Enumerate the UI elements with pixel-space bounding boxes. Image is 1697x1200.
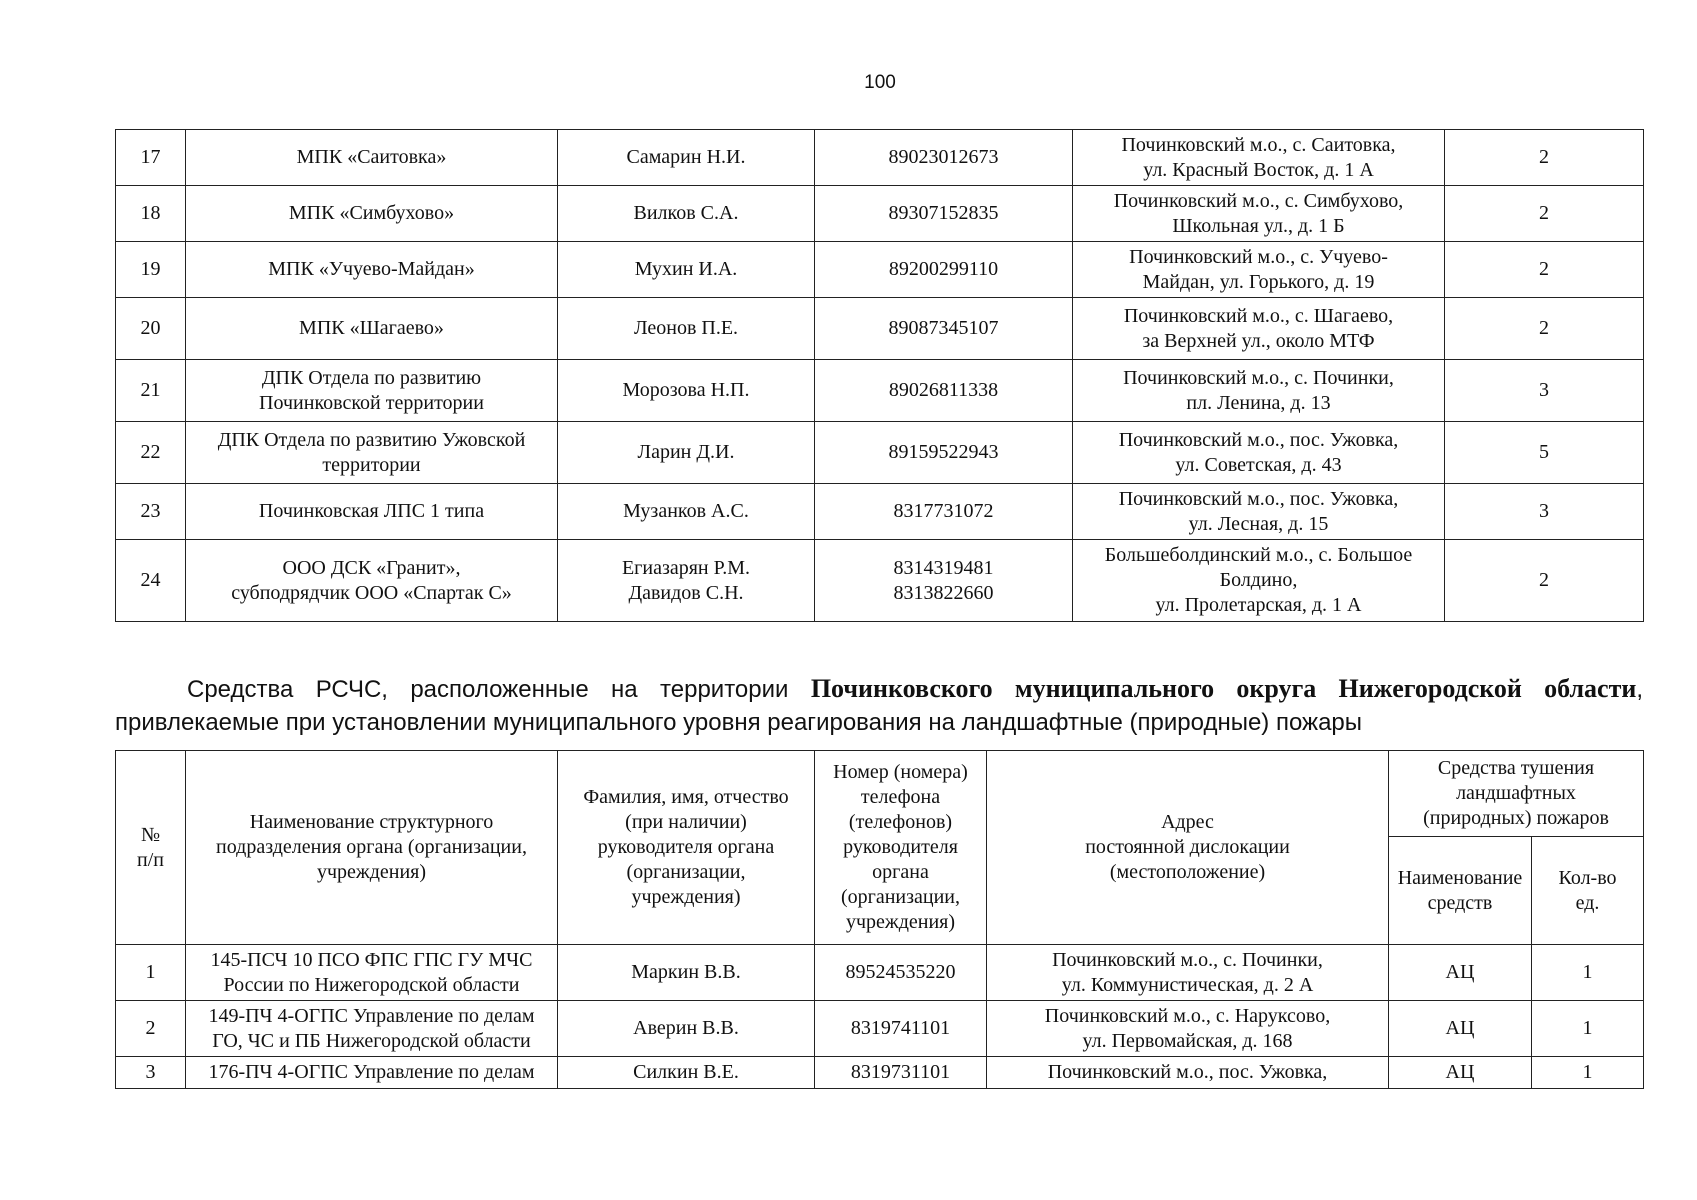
head-name (558, 945, 815, 1001)
address (1073, 422, 1445, 484)
address-line: Починковский м.о., с. Шагаево, (1123, 304, 1394, 327)
header-phone (815, 751, 987, 945)
address (1073, 484, 1445, 540)
header-head-name-line: руководителя органа (597, 836, 775, 858)
header-unit-name (186, 751, 558, 945)
header-unit-name-line: Наименование структурного (249, 811, 494, 833)
address-line: Починковский м.о., пос. Ужовка, (1118, 428, 1399, 451)
header-head-name (558, 751, 815, 945)
head-name-line: Мухин И.А. (634, 258, 738, 280)
head-name (558, 242, 815, 298)
table-row (116, 1001, 1644, 1057)
header-means-name (1389, 837, 1532, 945)
address-line: Починковский м.о., с. Починки, (1052, 948, 1323, 971)
header-unit-name-line: подразделения органа (организации, (216, 836, 527, 858)
address (987, 1001, 1389, 1057)
address-line: Школьная ул., д. 1 Б (1172, 214, 1345, 237)
row-number: 24 (116, 540, 186, 622)
unit-name-line: ДПК Отдела по развитию Ужовской (217, 428, 526, 451)
table-row (116, 242, 1644, 298)
address-line: Болдино, (1219, 569, 1298, 591)
header-phone-line: учреждения) (845, 911, 956, 933)
address-line: Починковский м.о., пос. Ужовка, (1118, 487, 1399, 510)
means-count: 1 (1532, 1001, 1644, 1057)
phone-number-line: 89026811338 (888, 379, 999, 401)
header-address (987, 751, 1389, 945)
head-name-line: Аверин В.В. (633, 1017, 739, 1039)
unit-name-line: России по Нижегородской области (223, 973, 520, 996)
header-head-name-line: Фамилия, имя, отчество (583, 786, 789, 808)
row-number: 19 (116, 242, 186, 298)
head-name-line: Маркин В.В. (631, 961, 741, 983)
phone-number (815, 540, 1073, 622)
head-name-line: Самарин Н.И. (626, 146, 746, 168)
row-number: 3 (116, 1057, 186, 1089)
phone-number (815, 298, 1073, 360)
phone-number-line: 89524535220 (845, 961, 956, 983)
phone-number (815, 242, 1073, 298)
address (987, 1057, 1389, 1089)
address (1073, 186, 1445, 242)
phone-number (815, 130, 1073, 186)
header-head-name-line: учреждения) (631, 886, 741, 908)
table-row (116, 484, 1644, 540)
head-name (558, 540, 815, 622)
phone-number-line: 8319731101 (850, 1061, 951, 1083)
unit-name (186, 422, 558, 484)
unit-name-line: МПК «Учуево-Майдан» (268, 258, 475, 280)
head-name-line: Егиазарян Р.М. (621, 556, 751, 579)
header-unit-name-line: учреждения) (316, 861, 427, 883)
unit-name (186, 540, 558, 622)
address-line: Починковский м.о., с. Починки, (1123, 366, 1394, 389)
header-phone-line: Номер (номера) (833, 761, 968, 783)
unit-name (186, 945, 558, 1001)
head-name (558, 484, 815, 540)
unit-name-line: МПК «Шагаево» (299, 317, 444, 339)
address-line: пл. Ленина, д. 13 (1186, 391, 1331, 414)
address-line: Починковский м.о., с. Саитовка, (1121, 133, 1396, 156)
address-line: ул. Пролетарская, д. 1 А (1155, 594, 1362, 616)
table-row (116, 186, 1644, 242)
address (1073, 298, 1445, 360)
address-line: ул. Лесная, д. 15 (1188, 512, 1329, 535)
header-extinguishing-means (1389, 751, 1644, 837)
unit-name-line: 149-ПЧ 4-ОГПС Управление по делам (208, 1004, 535, 1027)
table-row (116, 130, 1644, 186)
head-name-line: Ларин Д.И. (637, 441, 735, 463)
phone-number-line: 8319741101 (850, 1017, 951, 1039)
unit-count: 3 (1445, 360, 1644, 422)
header-means-count-line: ед. (1575, 891, 1600, 914)
table-row (116, 540, 1644, 622)
address-line: Майдан, ул. Горького, д. 19 (1142, 270, 1375, 293)
means-name: АЦ (1389, 1001, 1532, 1057)
head-name (558, 360, 815, 422)
address-line: ул. Первомайская, д. 168 (1082, 1029, 1293, 1052)
header-means-line: ландшафтных (1456, 782, 1576, 804)
address-line: ул. Советская, д. 43 (1175, 453, 1342, 476)
row-number: 18 (116, 186, 186, 242)
address-line: Починковский м.о., с. Учуево- (1129, 245, 1388, 268)
row-number: 23 (116, 484, 186, 540)
row-number: 22 (116, 422, 186, 484)
head-name (558, 130, 815, 186)
phone-number-line: 89200299110 (888, 258, 999, 280)
address-line: ул. Коммунистическая, д. 2 А (1061, 973, 1314, 996)
head-name-line: Морозова Н.П. (622, 379, 750, 401)
row-number: 17 (116, 130, 186, 186)
row-number: 1 (116, 945, 186, 1001)
head-name (558, 1057, 815, 1089)
header-phone-line: органа (872, 861, 929, 883)
unit-name (186, 130, 558, 186)
unit-name (186, 298, 558, 360)
header-head-name-line: (организации, (626, 861, 746, 883)
header-means-name-line: средств (1427, 891, 1493, 914)
address-line: Починковский м.о., пос. Ужовка, (1047, 1061, 1328, 1083)
page-number: 100 (864, 72, 896, 93)
unit-name-line: Починковской территории (259, 391, 484, 414)
head-name-line: Леонов П.Е. (633, 317, 739, 339)
address-line: Большеболдинский м.о., с. Большое (1104, 544, 1413, 566)
header-number-line: п/п (137, 848, 164, 871)
row-number: 2 (116, 1001, 186, 1057)
unit-name (186, 360, 558, 422)
unit-name-line: территории (322, 453, 421, 476)
unit-name (186, 1001, 558, 1057)
unit-name (186, 186, 558, 242)
header-means-name-line: Наименование (1397, 866, 1523, 889)
address-line: за Верхней ул., около МТФ (1142, 329, 1375, 352)
phone-number-line: 8313822660 (893, 581, 994, 604)
phone-number (815, 422, 1073, 484)
phone-number (815, 1001, 987, 1057)
head-name-line: Вилков С.А. (633, 202, 739, 224)
unit-count: 5 (1445, 422, 1644, 484)
phone-number-line: 89307152835 (888, 202, 999, 224)
address-line: ул. Красный Восток, д. 1 А (1143, 158, 1374, 181)
unit-name-line: 145-ПСЧ 10 ПСО ФПС ГПС ГУ МЧС (210, 948, 533, 971)
header-address-line: (местоположение) (1109, 861, 1266, 883)
table-row (116, 1057, 1644, 1089)
unit-name-line: МПК «Симбухово» (288, 202, 455, 224)
phone-number-line: 89023012673 (888, 146, 999, 168)
header-means-line: (природных) пожаров (1423, 807, 1609, 829)
section-heading (115, 672, 1643, 739)
unit-count: 2 (1445, 298, 1644, 360)
means-count: 1 (1532, 1057, 1644, 1089)
row-number: 20 (116, 298, 186, 360)
address-line: Починковский м.о., с. Наруксово, (1044, 1004, 1331, 1027)
row-number: 21 (116, 360, 186, 422)
header-phone-line: руководителя (843, 836, 958, 858)
unit-name-line: МПК «Саитовка» (296, 146, 447, 168)
unit-name-line: ДПК Отдела по развитию (261, 366, 482, 389)
phone-number (815, 360, 1073, 422)
means-count: 1 (1532, 945, 1644, 1001)
header-head-name-line: (при наличии) (625, 811, 747, 833)
head-name-line: Музанков А.С. (623, 500, 749, 522)
unit-name (186, 484, 558, 540)
head-name (558, 1001, 815, 1057)
address (1073, 242, 1445, 298)
phone-number-line: 89087345107 (888, 317, 999, 339)
means-name: АЦ (1389, 945, 1532, 1001)
table-row (116, 422, 1644, 484)
unit-count: 3 (1445, 484, 1644, 540)
heading-bold-text: Починковского муниципального округа Нижегородской области (810, 674, 1637, 703)
header-means-count (1532, 837, 1644, 945)
head-name (558, 298, 815, 360)
unit-name-line: ГО, ЧС и ПБ Нижегородской области (212, 1029, 531, 1052)
unit-name-line: ООО ДСК «Гранит», (282, 556, 461, 579)
unit-count: 2 (1445, 540, 1644, 622)
phone-number-line: 89159522943 (888, 441, 999, 463)
header-address-line: Адрес (1161, 811, 1214, 833)
phone-number (815, 484, 1073, 540)
table-row (116, 360, 1644, 422)
phone-number (815, 186, 1073, 242)
unit-name-line: 176-ПЧ 4-ОГПС Управление по делам (208, 1061, 535, 1083)
phone-number-line: 8317731072 (893, 500, 994, 522)
unit-count: 2 (1445, 186, 1644, 242)
header-number-line: № (140, 823, 161, 846)
header-means-line: Средства тушения (1437, 757, 1595, 779)
table-row (116, 945, 1644, 1001)
address (1073, 130, 1445, 186)
address (1073, 360, 1445, 422)
address-line: Починковский м.о., с. Симбухово, (1113, 189, 1404, 212)
unit-name (186, 1057, 558, 1089)
header-number (116, 751, 186, 945)
phone-number (815, 1057, 987, 1089)
address (987, 945, 1389, 1001)
header-phone-line: (организации, (840, 886, 961, 908)
header-phone-line: (телефонов) (848, 811, 953, 833)
header-address-line: постоянной дислокации (1085, 836, 1290, 858)
head-name (558, 186, 815, 242)
heading-text-continued: , привлекаемые при установлении муниципального уровня реагирования на ландшафтные (природные) пожары (115, 676, 1644, 736)
heading-text: Средства РСЧС, расположенные на территории (187, 676, 789, 703)
phone-number-line: 8314319481 (893, 556, 994, 579)
head-name-line: Давидов С.Н. (628, 581, 744, 604)
means-name: АЦ (1389, 1057, 1532, 1089)
address (1073, 540, 1445, 622)
head-name-line: Силкин В.Е. (633, 1061, 739, 1083)
header-means-count-line: Кол-во (1558, 866, 1617, 889)
head-name (558, 422, 815, 484)
table-row (116, 298, 1644, 360)
unit-name-line: субподрядчик ООО «Спартак С» (231, 581, 512, 604)
unit-count: 2 (1445, 130, 1644, 186)
fire-units-table-continued (115, 129, 1644, 622)
rschs-means-table (115, 750, 1644, 1089)
unit-name (186, 242, 558, 298)
unit-count: 2 (1445, 242, 1644, 298)
unit-name-line: Починковская ЛПС 1 типа (258, 500, 485, 522)
header-phone-line: телефона (860, 786, 941, 808)
phone-number (815, 945, 987, 1001)
